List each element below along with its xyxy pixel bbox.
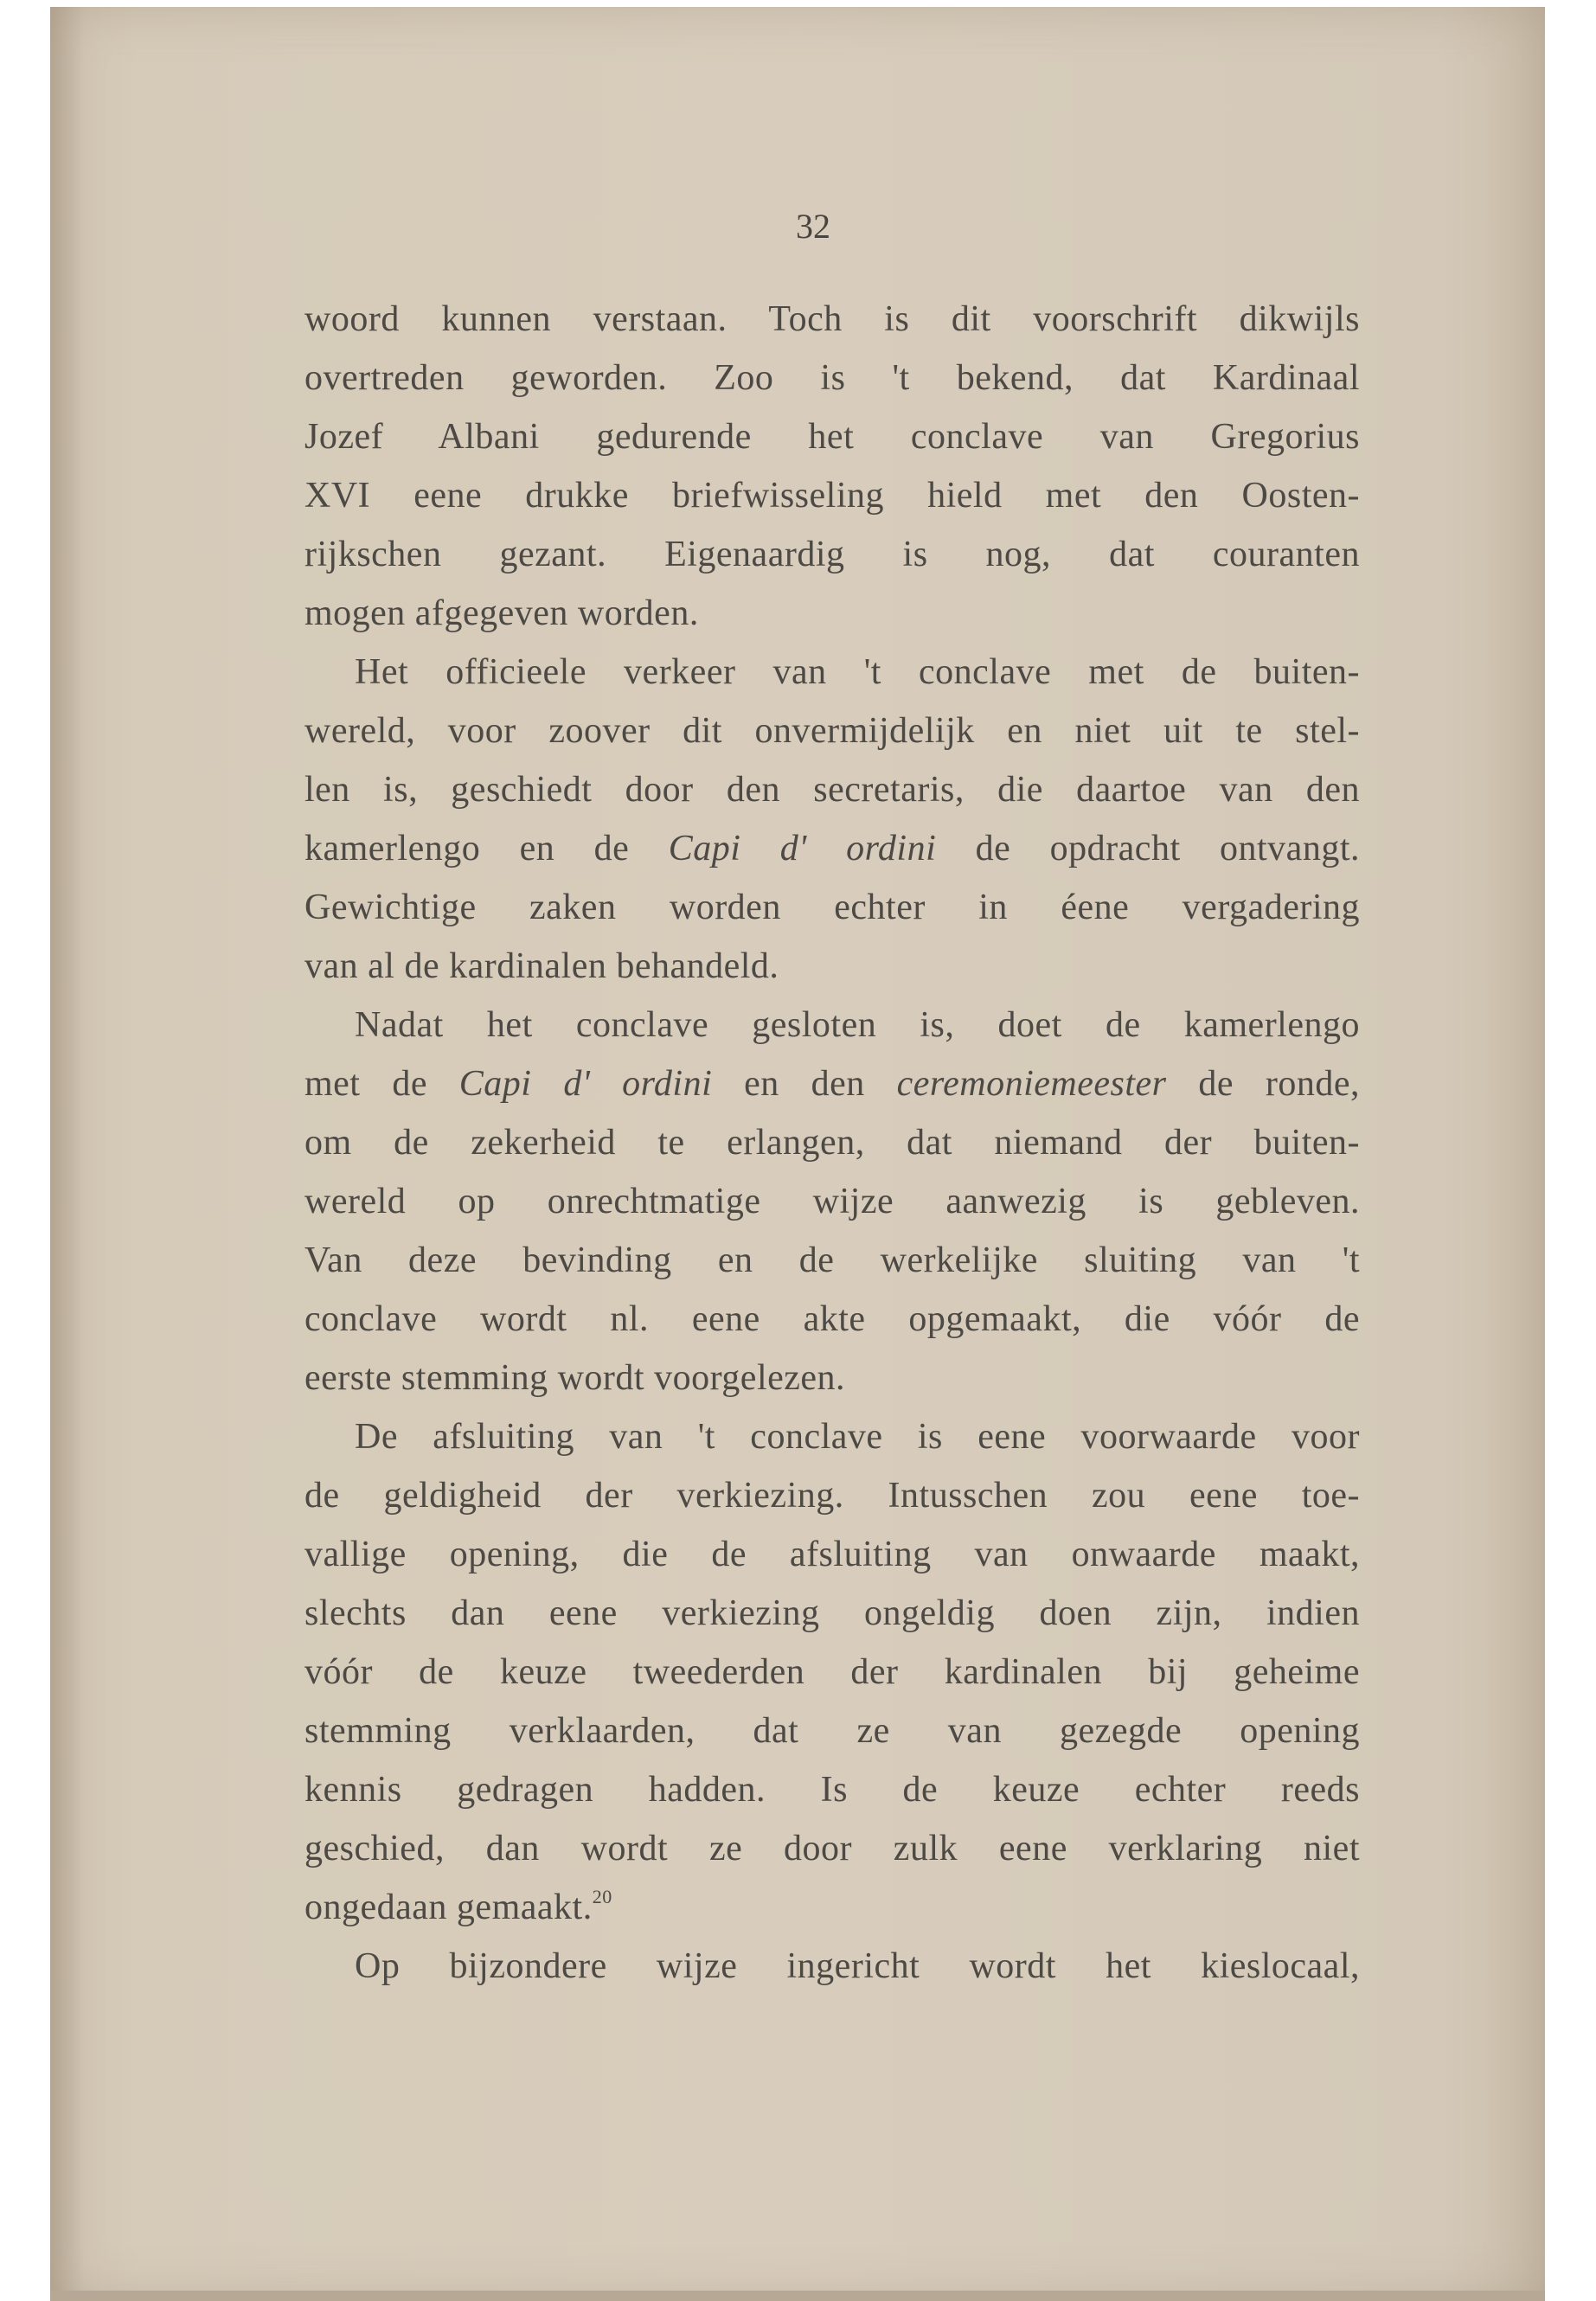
text-line: van al de kardinalen behandeld. bbox=[304, 946, 779, 986]
text-line: Van deze bevinding en de werkelijke sluiting van 't bbox=[304, 1240, 1360, 1280]
text-line: wereld op onrechtmatige wijze aanwezig is gebleven. bbox=[304, 1182, 1360, 1221]
text-span: ongedaan gemaakt. bbox=[304, 1888, 593, 1927]
paragraph-start-line: Nadat het conclave gesloten is, doet de kamerlengo bbox=[355, 1005, 1360, 1045]
text-line: wereld, voor zoover dit onvermijdelijk en niet uit te stel- bbox=[304, 711, 1360, 751]
text-line: vóór de keuze tweederden der kardinalen bij geheime bbox=[304, 1652, 1360, 1692]
paragraph-start-line: Op bijzondere wijze ingericht wordt het kieslocaal, bbox=[355, 1946, 1360, 1986]
italic-term: Capi d' ordini bbox=[458, 1064, 713, 1104]
paragraph-start-line: Het officieele verkeer van 't conclave met de buiten- bbox=[355, 652, 1360, 692]
text-line: stemming verklaarden, dat ze van gezegde opening bbox=[304, 1711, 1360, 1751]
footnote-reference[interactable]: 20 bbox=[592, 1886, 612, 1907]
text-line: de geldigheid der verkiezing. Intusschen zou eene toe- bbox=[304, 1476, 1360, 1516]
text-line: XVI eene drukke briefwisseling hield met den Oosten- bbox=[304, 476, 1360, 516]
paragraph-start-line: De afsluiting van 't conclave is eene voorwaarde voor bbox=[355, 1417, 1360, 1457]
text-line: rijkschen gezant. Eigenaardig is nog, dat couranten bbox=[304, 535, 1360, 574]
text-span: met de bbox=[304, 1064, 459, 1104]
page-spine-shadow bbox=[50, 7, 85, 2301]
text-line-with-italic bbox=[304, 1054, 1360, 1113]
italic-term: Capi d' ordini bbox=[668, 829, 937, 868]
text-line: Jozef Albani gedurende het conclave van Gregorius bbox=[304, 417, 1360, 457]
text-span: en den bbox=[712, 1064, 897, 1104]
text-line: eerste stemming wordt voorgelezen. bbox=[304, 1358, 846, 1398]
text-line: slechts dan eene verkiezing ongeldig doen zijn, indien bbox=[304, 1593, 1360, 1633]
page-number: 32 bbox=[796, 207, 830, 246]
page-bottom-edge bbox=[50, 2291, 1545, 2301]
text-line: woord kunnen verstaan. Toch is dit voorschrift dikwijls bbox=[304, 299, 1360, 339]
text-line: om de zekerheid te erlangen, dat niemand der buiten- bbox=[304, 1123, 1360, 1163]
text-line: Gewichtige zaken worden echter in éene vergadering bbox=[304, 888, 1360, 927]
text-line: geschied, dan wordt ze door zulk eene verklaring niet bbox=[304, 1829, 1360, 1868]
body-text bbox=[304, 290, 1360, 1996]
text-line: kennis gedragen hadden. Is de keuze echter reeds bbox=[304, 1770, 1360, 1810]
text-line-with-footnote bbox=[304, 1878, 1360, 1937]
text-line: overtreden geworden. Zoo is 't bekend, dat Kardinaal bbox=[304, 358, 1360, 398]
text-span: kamerlengo en de bbox=[304, 829, 669, 868]
text-line: mogen afgegeven worden. bbox=[304, 593, 699, 633]
text-line-with-italic bbox=[304, 819, 1360, 878]
text-span: de opdracht ontvangt. bbox=[936, 829, 1360, 868]
text-line: vallige opening, die de afsluiting van onwaarde maakt, bbox=[304, 1535, 1360, 1574]
text-line: len is, geschiedt door den secretaris, die daartoe van den bbox=[304, 770, 1360, 810]
italic-term: ceremoniemeester bbox=[896, 1064, 1167, 1104]
text-line: conclave wordt nl. eene akte opgemaakt, die vóór de bbox=[304, 1299, 1360, 1339]
text-span: de ronde, bbox=[1166, 1064, 1360, 1104]
